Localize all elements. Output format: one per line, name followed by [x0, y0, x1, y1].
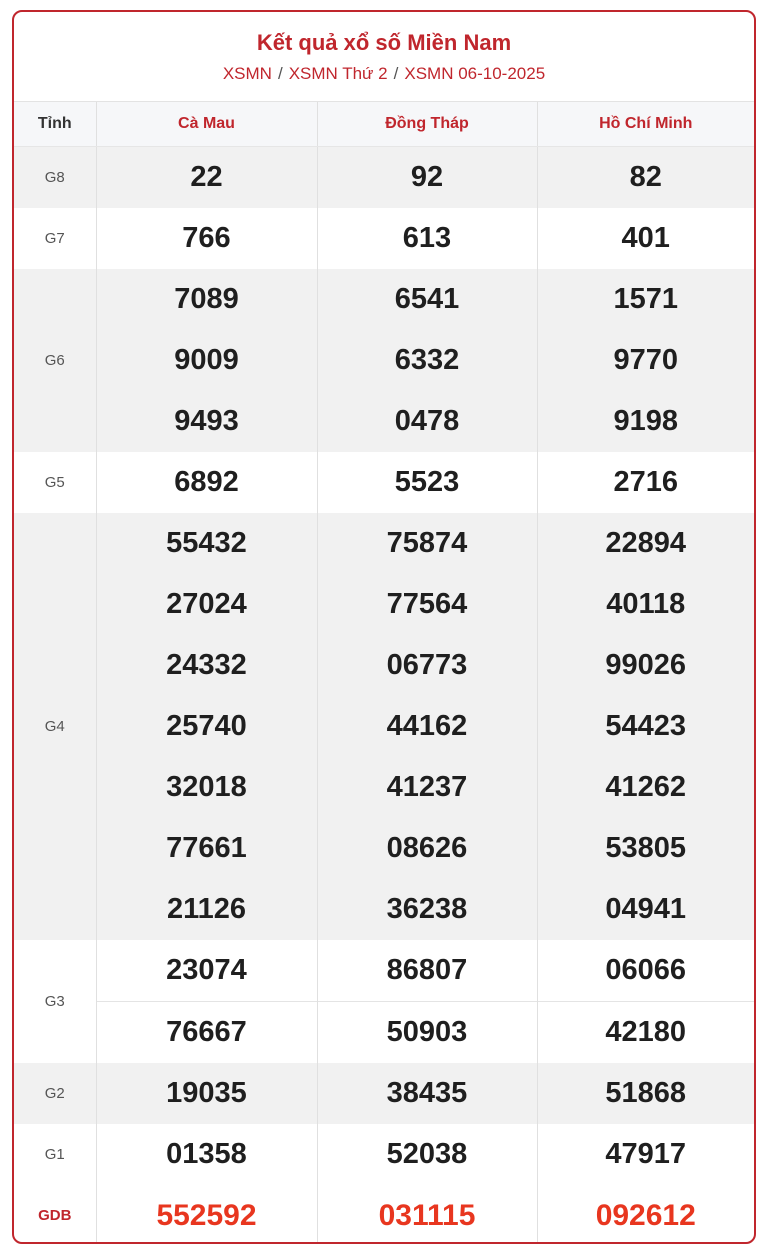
prize-row-g6 — [14, 330, 754, 391]
prize-number: 47917 — [605, 1138, 687, 1170]
results-body — [14, 147, 754, 1245]
prize-number: 53805 — [537, 818, 754, 879]
prize-number: 9198 — [537, 391, 754, 452]
prize-number: 22894 — [537, 513, 754, 574]
prize-number: 2716 — [613, 466, 678, 498]
prize-label-g4: G4 — [14, 513, 96, 940]
prize-number: 38435 — [317, 1063, 537, 1124]
prize-row-g4 — [14, 696, 754, 757]
prize-number: 25740 — [96, 696, 317, 757]
prize-number: 27024 — [96, 574, 317, 635]
prize-number: 0478 — [317, 391, 537, 452]
prize-number: 51868 — [537, 1063, 754, 1124]
prize-label-g5: G5 — [14, 452, 96, 513]
province-ho-chi-minh[interactable]: Hồ Chí Minh — [537, 102, 754, 147]
prize-number: 44162 — [317, 696, 537, 757]
prize-row-g4 — [14, 513, 754, 574]
prize-number: 36238 — [317, 879, 537, 940]
prize-row-g8 — [14, 147, 754, 209]
prize-number: 6332 — [317, 330, 537, 391]
page-title: Kết quả xổ số Miền Nam — [256, 30, 512, 55]
prize-number: 5523 — [317, 452, 537, 513]
prize-number: 04941 — [537, 879, 754, 940]
prize-number: 06066 — [605, 954, 687, 986]
prize-number: 54423 — [537, 696, 754, 757]
prize-number: 766 — [96, 208, 317, 269]
prize-row-g6 — [14, 391, 754, 452]
prize-number: 9770 — [537, 330, 754, 391]
breadcrumb-separator: / — [393, 64, 399, 83]
prize-number: 76667 — [96, 1002, 317, 1064]
breadcrumb-link-xsmn[interactable]: XSMN — [222, 64, 272, 83]
breadcrumb-separator: / — [277, 64, 283, 83]
prize-number: 77661 — [96, 818, 317, 879]
prize-number: 06773 — [317, 635, 537, 696]
breadcrumb — [14, 64, 754, 84]
prize-row-g4 — [14, 574, 754, 635]
prize-number: 23074 — [96, 940, 317, 1002]
prize-number: 82 — [537, 147, 754, 209]
prize-number: 19035 — [96, 1063, 317, 1124]
prize-number: 6892 — [96, 452, 317, 513]
prize-number: 7089 — [96, 269, 317, 330]
prize-row-g4 — [14, 757, 754, 818]
prize-number: 1571 — [537, 269, 754, 330]
prize-number: 24332 — [96, 635, 317, 696]
prize-number: 92 — [317, 147, 537, 209]
prize-number: 9493 — [96, 391, 317, 452]
prize-row-g4 — [14, 879, 754, 940]
prize-row-g6 — [14, 269, 754, 330]
prize-number: 86807 — [317, 940, 537, 1002]
prize-number: 50903 — [317, 1002, 537, 1064]
prize-number: 55432 — [96, 513, 317, 574]
prize-row-gdb — [14, 1185, 754, 1244]
prize-number: 41262 — [537, 757, 754, 818]
prize-row-g3 — [14, 940, 754, 1002]
prize-number: 52038 — [317, 1124, 537, 1185]
results-card — [12, 10, 756, 1244]
prize-number: 77564 — [317, 574, 537, 635]
prize-number: 40118 — [537, 574, 754, 635]
prize-number: 22 — [96, 147, 317, 209]
prize-label-g2: G2 — [14, 1063, 96, 1124]
breadcrumb-link-xsmn-thu2[interactable]: XSMN Thứ 2 — [288, 64, 388, 83]
prize-number: 75874 — [317, 513, 537, 574]
table-header-row — [14, 102, 754, 147]
prize-row-g7 — [14, 208, 754, 269]
prize-label-gdb: GDB — [14, 1185, 96, 1244]
prize-number: 42180 — [537, 1002, 754, 1064]
prize-label-g3: G3 — [14, 940, 96, 1063]
prize-number: 031115 — [317, 1185, 537, 1244]
prize-row-g1 — [14, 1124, 754, 1185]
prize-row-g4 — [14, 818, 754, 879]
prize-row-g2 — [14, 1063, 754, 1124]
prize-label-g7: G7 — [14, 208, 96, 269]
prize-number: 21126 — [96, 879, 317, 940]
prize-number: 99026 — [537, 635, 754, 696]
prize-label-g8: G8 — [14, 147, 96, 209]
prize-row-g4 — [14, 635, 754, 696]
breadcrumb-link-date[interactable]: XSMN 06-10-2025 — [404, 64, 546, 83]
province-ca-mau[interactable]: Cà Mau — [96, 102, 317, 147]
province-dong-thap[interactable]: Đồng Tháp — [317, 102, 537, 147]
prize-number: 08626 — [317, 818, 537, 879]
results-table — [14, 102, 754, 1244]
results-header — [14, 12, 754, 102]
prize-number: 9009 — [96, 330, 317, 391]
prize-label-g6: G6 — [14, 269, 96, 452]
prize-row-g3 — [14, 1002, 754, 1064]
prize-number: 01358 — [96, 1124, 317, 1185]
prize-number: 552592 — [96, 1185, 317, 1244]
province-column-label: Tỉnh — [14, 102, 96, 147]
prize-number: 6541 — [317, 269, 537, 330]
prize-number: 613 — [317, 208, 537, 269]
prize-number: 32018 — [96, 757, 317, 818]
prize-number: 092612 — [595, 1199, 696, 1232]
prize-label-g1: G1 — [14, 1124, 96, 1185]
prize-number: 401 — [621, 222, 670, 254]
prize-number: 41237 — [317, 757, 537, 818]
prize-row-g5 — [14, 452, 754, 513]
